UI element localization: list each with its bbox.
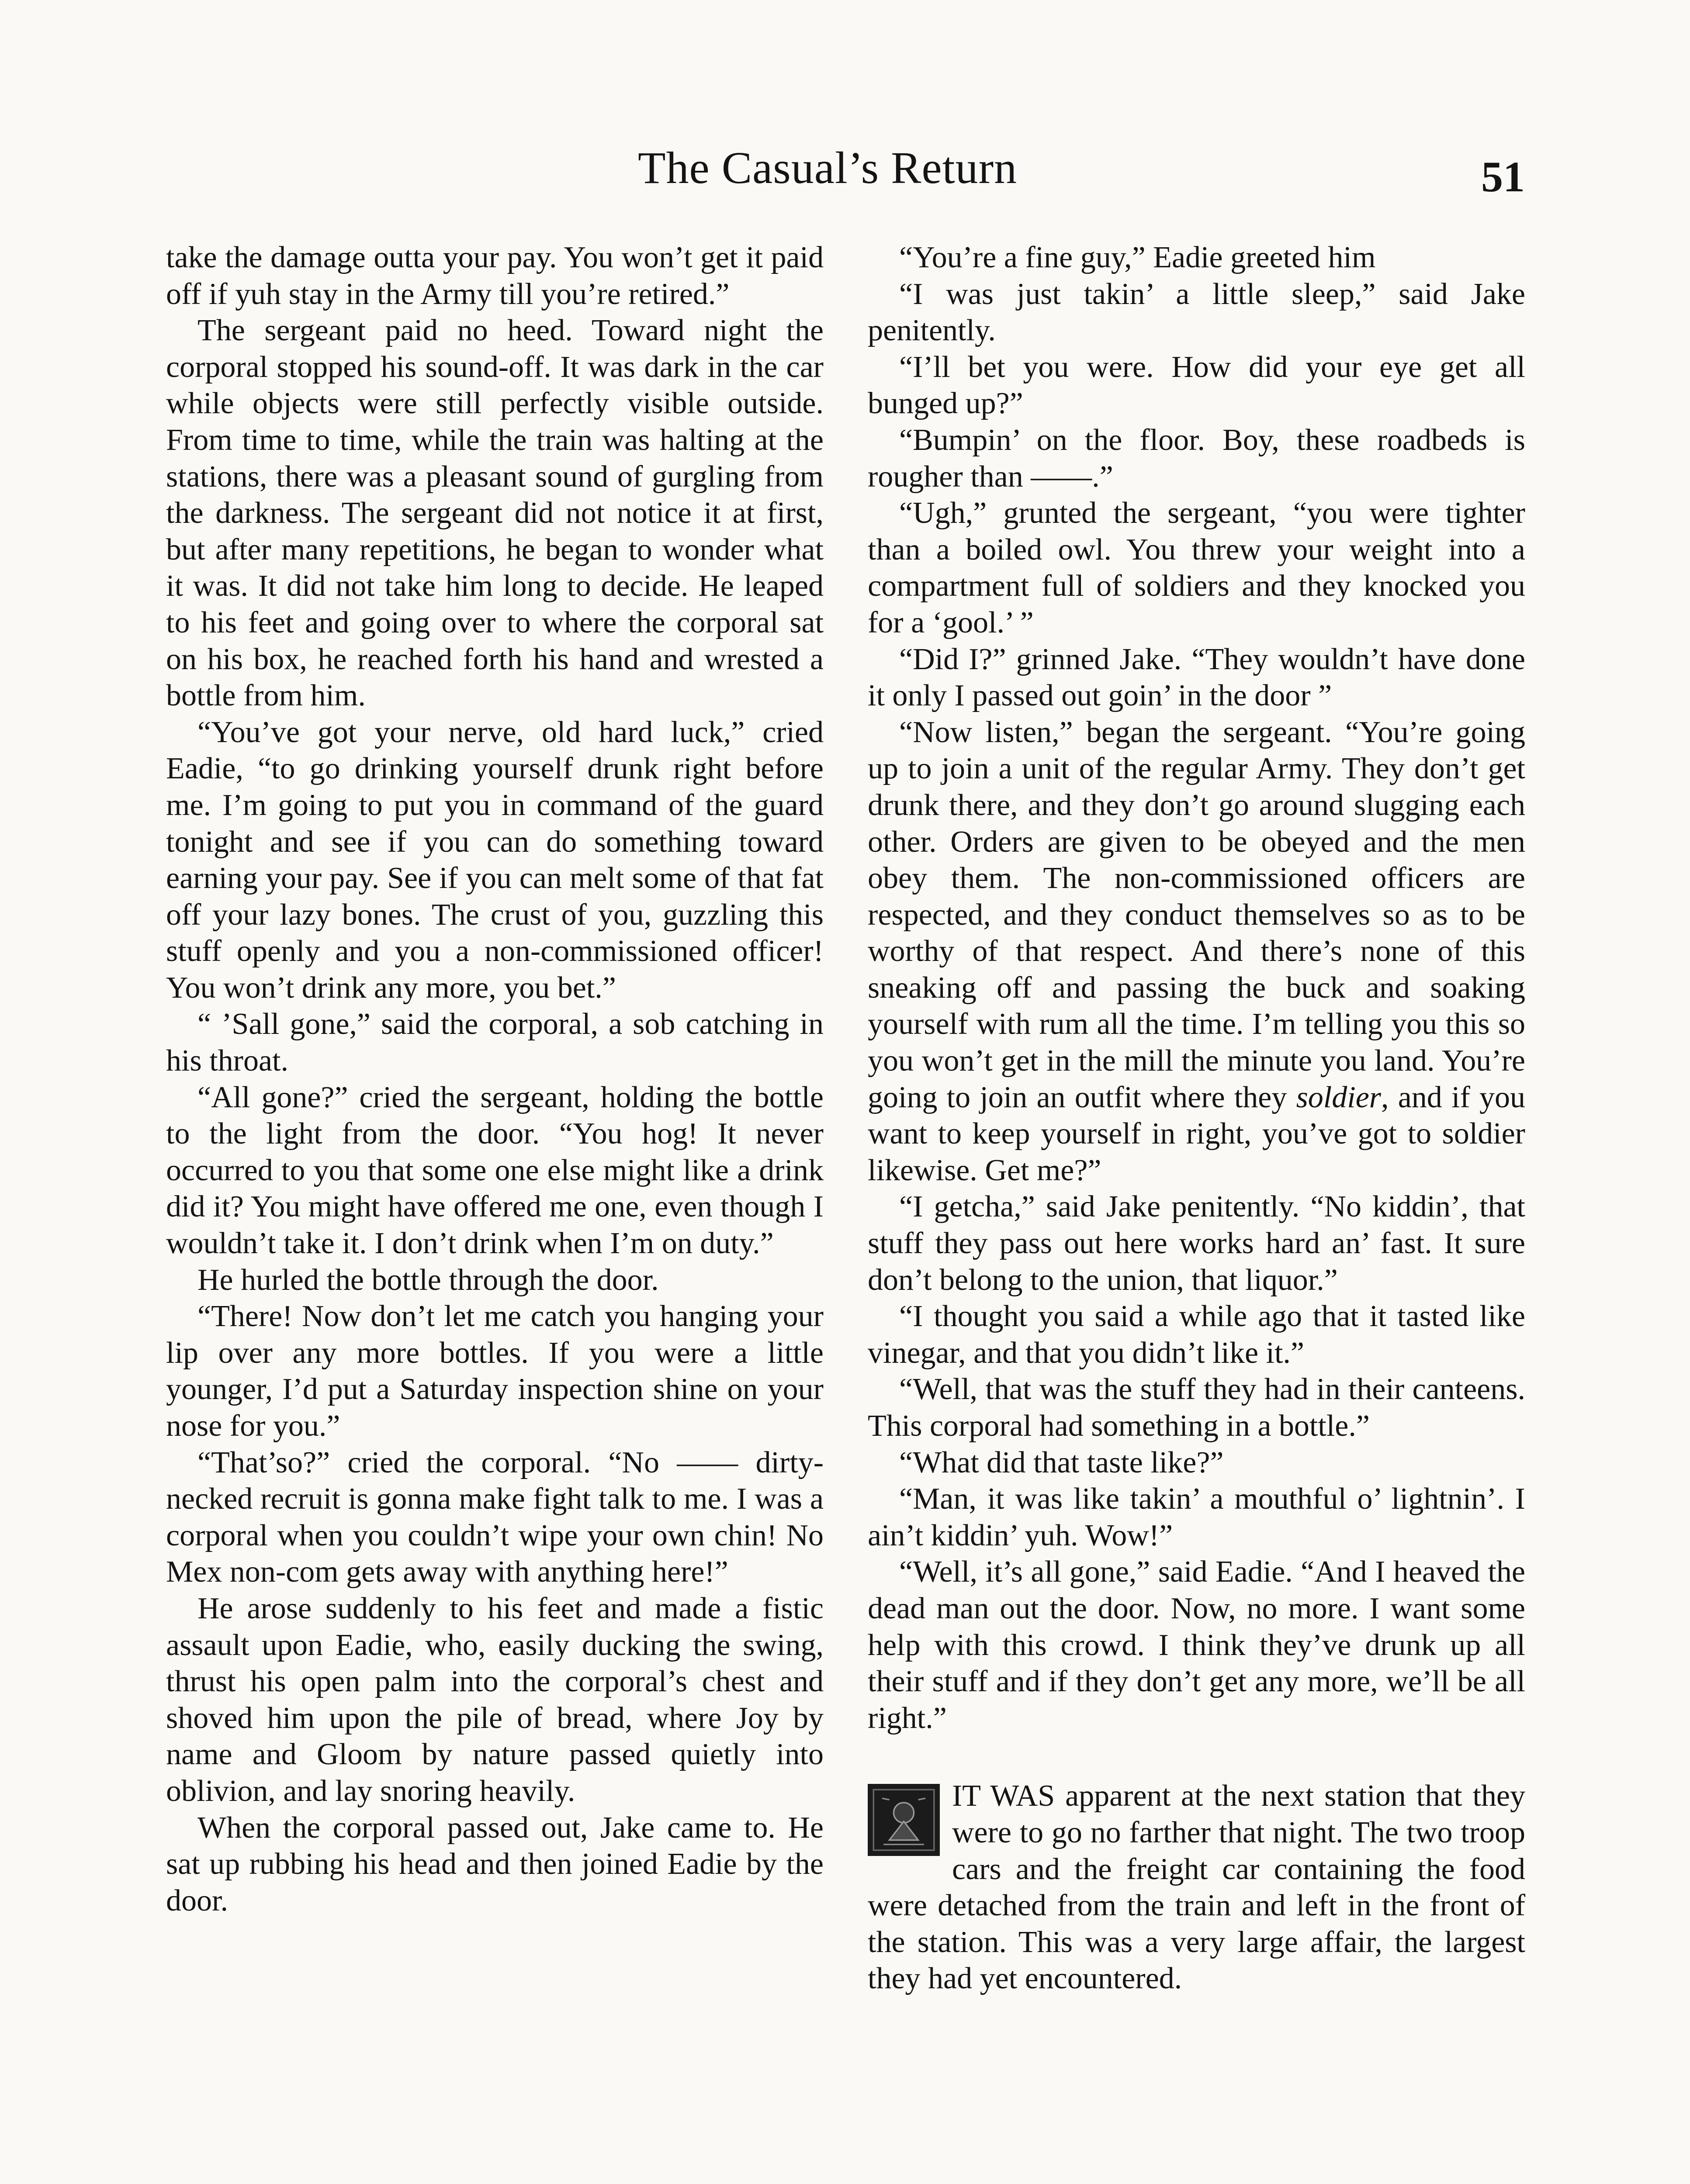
section-paragraph: IT WAS apparent at the next station that they were to go no farther that night. The two troop cars and the freight car containing the food were detached from the train and left in the front of the station. This was a very large affair, the largest they had yet encountered. [868,1779,1525,1996]
page-number: 51 [1481,152,1525,201]
page-header [0,142,1690,207]
ornament-icon [868,1784,940,1856]
paragraph: “What did that taste like?” [899,1445,1224,1479]
paragraph: “Ugh,” grunted the sergeant, “you were tighter than a boiled owl. You threw your weight into a compartment full of soldiers and they knocked you for a ‘gool.’ ” [868,496,1525,639]
paragraph: “You’re a fine guy,” Eadie greeted him [899,241,1376,274]
paragraph: “All gone?” cried the sergeant, holding the bottle to the light from the door. “You hog! It never occurred to you that some one else might like a drink did it? You might have offered me one, even though I wouldn’t take it. I don’t drink when I’m on duty.” [166,1080,824,1261]
paragraph: “I was just takin’ a little sleep,” said Jake penitently. [868,277,1525,348]
paragraph: “Did I?” grinned Jake. “They wouldn’t have done it only I passed out goin’ in the door ” [868,642,1525,713]
paragraph: “There! Now don’t let me catch you hanging your lip over any more bottles. If you were a little younger, I’d put a Saturday inspection shine on your nose for you.” [166,1299,824,1443]
paragraph: “I getcha,” said Jake penitently. “No kiddin’, that stuff they pass out here works hard an’ fast. It sure don’t belong to the union, that liquor.” [868,1190,1525,1297]
paragraph: take the damage outta your pay. You won’t get it paid off if yuh stay in the Army till you’re retired.” [166,241,824,311]
paragraph: “Bumpin’ on the floor. Boy, these roadbeds is rougher than ——.” [868,423,1525,494]
paragraph: He arose suddenly to his feet and made a fistic assault upon Eadie, who, easily ducking the swing, thrust his open palm into the corporal’s chest and shoved him upon the pile of bread, where Joy by name and Gloom by nature passed quietly into oblivion, and lay snoring heavily. [166,1591,824,1808]
paragraph: “I’ll bet you were. How did your eye get all bunged up?” [868,350,1525,421]
paragraph-start: “Now listen,” began the sergeant. “You’re going up to join a unit of the regular Army. They don’t get drunk there, and they don’t go around slugging each other. Orders are given to be obeyed and the men obey them. The non-commissioned officers are respected, and they conduct themselves so as to be worthy of that respect. And there’s none of this sneaking off and passing the buck and soaking yourself with rum all the time. I’m telling you this so you won’t get in the mill the minute you land. You’re going to join an outfit where they [868,715,1525,1114]
paragraph: “I thought you said a while ago that it tasted like vinegar, and that you didn’t like it.” [868,1299,1525,1370]
paragraph: “Well, it’s all gone,” said Eadie. “And I heaved the dead man out the door. Now, no more. I want some help with this crowd. I think they’ve drunk up all their stuff and if they don’t get any more, we’ll be all right.” [868,1555,1525,1735]
ornament-graphic [868,1784,940,1856]
left-column [166,239,824,1919]
paragraph: He hurled the bottle through the door. [197,1263,659,1297]
paragraph: “ ’Sall gone,” said the corporal, a sob catching in his throat. [166,1007,824,1078]
paragraph: When the corporal passed out, Jake came to. He sat up rubbing his head and then joined Eadie by the door. [166,1811,824,1918]
paragraph-end: , and if you want to keep yourself in right, you’ve got to soldier likewise. Get me?” [868,1080,1525,1187]
paragraph: “Man, it was like takin’ a mouthful o’ lightnin’. I ain’t kiddin’ yuh. Wow!” [868,1482,1525,1552]
running-title: The Casual’s Return [638,143,1018,193]
paragraph: “Well, that was the stuff they had in their canteens. This corporal had something in a bottle.” [868,1372,1525,1443]
emphasis-word: soldier [1296,1080,1382,1114]
paragraph: “That’so?” cried the corporal. “No —— dirty-necked recruit is gonna make fight talk to me. I was a corporal when you couldn’t wipe your own chin! No Mex non-com gets away with anything here!” [166,1445,824,1589]
paragraph: The sergeant paid no heed. Toward night the corporal stopped his sound-off. It was dark in the car while objects were still perfectly visible outside. From time to time, while the train was halting at the stations, there was a pleasant sound of gurgling from the darkness. The sergeant did not notice it at first, but after many repetitions, he began to wonder what it was. It did not take him long to decide. He leaped to his feet and going over to where the corporal sat on his box, he reached forth his hand and wrested a bottle from him. [166,314,824,713]
paragraph: “You’ve got your nerve, old hard luck,” cried Eadie, “to go drinking yourself drunk right before me. I’m going to put you in command of the guard tonight and see if you can do something toward earning your pay. See if you can melt some of that fat off your lazy bones. The crust of you, guzzling this stuff openly and you a non-commissioned officer! You won’t drink any more, you bet.” [166,715,824,1005]
paragraph [868,714,1525,1189]
section-opening [868,1778,1525,1997]
section-break [868,1736,1525,1778]
right-column [868,239,1525,1997]
